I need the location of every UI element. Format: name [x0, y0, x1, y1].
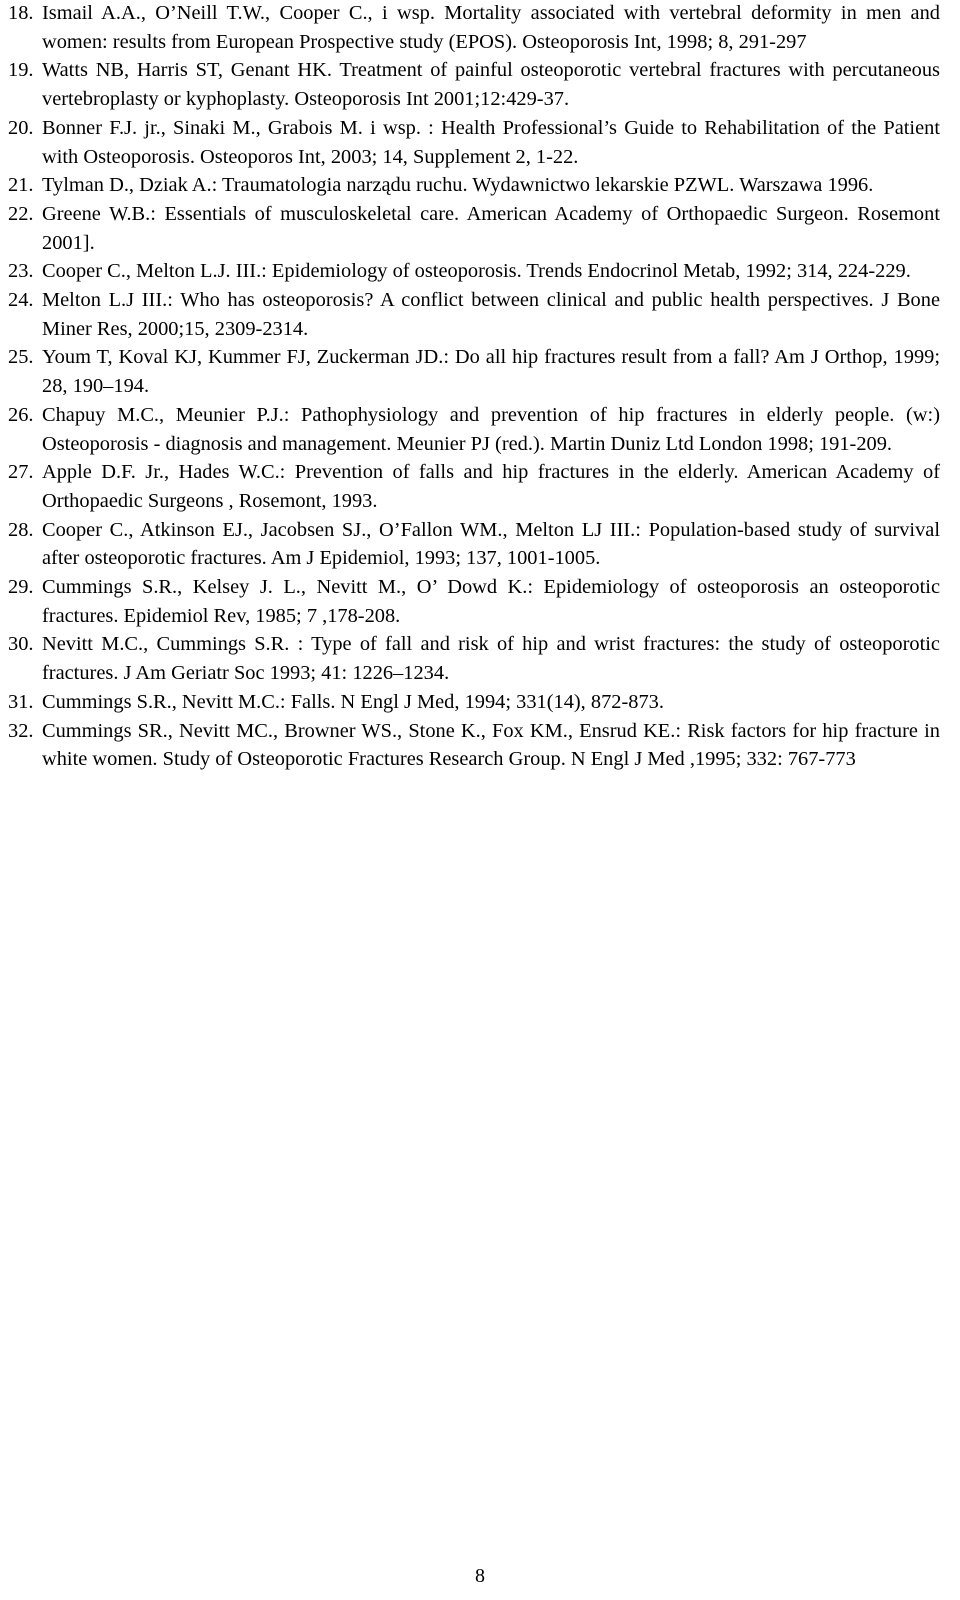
reference-number: 32.: [8, 719, 34, 742]
reference-number: 31.: [8, 690, 34, 713]
page-number: 8: [475, 1565, 485, 1587]
reference-number: 18.: [8, 2, 34, 24]
reference-number: 21.: [8, 174, 34, 197]
reference-text: Cummings SR., Nevitt MC., Browner WS., Stone K., Fox KM., Ensrud KE.: Risk factors for hip fracture in white women. Study of Osteoporotic Fractures Research Group. N Engl J Med ,1995; 332: 767-773: [42, 719, 940, 771]
reference-list: [8, 0, 940, 774]
reference-item: [8, 516, 940, 573]
reference-text: Chapuy M.C., Meunier P.J.: Pathophysiology and prevention of hip fractures in elderly people. (w:) Osteoporosis - diagnosis and management. Meunier PJ (red.). Martin Duniz Ltd London 1998; 191-209.: [42, 403, 940, 455]
reference-item: [8, 56, 940, 113]
reference-number: 29.: [8, 576, 34, 599]
reference-text: Cummings S.R., Kelsey J. L., Nevitt M., O’ Dowd K.: Epidemiology of osteoporosis an osteoporotic fractures. Epidemiol Rev, 1985; 7 ,178-208.: [42, 576, 940, 627]
reference-text: Greene W.B.: Essentials of musculoskeletal care. American Academy of Orthopaedic Surgeon. Rosemont 2001].: [42, 202, 940, 254]
reference-number: 26.: [8, 403, 34, 426]
reference-text: Cooper C., Melton L.J. III.: Epidemiology of osteoporosis. Trends Endocrinol Metab, 1992; 314, 224-229.: [42, 260, 911, 283]
reference-item: [8, 343, 940, 400]
reference-text: Apple D.F. Jr., Hades W.C.: Prevention of falls and hip fractures in the elderly. American Academy of Orthopaedic Surgeons , Rosemont, 1993.: [42, 461, 940, 512]
reference-item: [8, 257, 940, 286]
reference-item: [8, 458, 940, 515]
reference-item: [8, 286, 940, 343]
reference-item: [8, 171, 940, 200]
reference-text: Melton L.J III.: Who has osteoporosis? A conflict between clinical and public health perspectives. J Bone Miner Res, 2000;15, 2309-2314.: [42, 289, 940, 340]
reference-item: [8, 573, 940, 630]
reference-number: 30.: [8, 633, 34, 656]
reference-number: 23.: [8, 260, 34, 283]
reference-text: Tylman D., Dziak A.: Traumatologia narządu ruchu. Wydawnictwo lekarskie PZWL. Warszawa 1996.: [42, 174, 874, 197]
reference-text: Nevitt M.C., Cummings S.R. : Type of fall and risk of hip and wrist fractures: the study of osteoporotic fractures. J Am Geriatr Soc 1993; 41: 1226–1234.: [42, 633, 940, 685]
reference-item: [8, 688, 940, 717]
reference-number: 22.: [8, 202, 34, 225]
reference-item: [8, 630, 940, 687]
reference-number: 27.: [8, 461, 34, 484]
reference-number: 19.: [8, 59, 34, 82]
reference-text: Ismail A.A., O’Neill T.W., Cooper C., i wsp. Mortality associated with vertebral deformity in men and women: results from European Prospective study (EPOS). Osteoporosis Int, 1998; 8, 291-297: [42, 2, 940, 53]
reference-item: [8, 717, 940, 774]
reference-text: Watts NB, Harris ST, Genant HK. Treatment of painful osteoporotic vertebral fractures with percutaneous vertebroplasty or kyphoplasty. Osteoporosis Int 2001;12:429-37.: [42, 59, 940, 111]
reference-number: 20.: [8, 116, 34, 139]
reference-number: 25.: [8, 346, 34, 369]
reference-number: 24.: [8, 289, 34, 312]
reference-item: [8, 114, 940, 171]
reference-text: Bonner F.J. jr., Sinaki M., Grabois M. i wsp. : Health Professional’s Guide to Rehabilitation of the Patient with Osteoporosis. Osteoporos Int, 2003; 14, Supplement 2, 1-22.: [42, 116, 940, 168]
reference-item: [8, 0, 940, 56]
reference-text: Cooper C., Atkinson EJ., Jacobsen SJ., O’Fallon WM., Melton LJ III.: Population-based study of survival after osteoporotic fractures. Am J Epidemiol, 1993; 137, 1001-1005.: [42, 518, 940, 570]
reference-item: [8, 200, 940, 257]
reference-item: [8, 401, 940, 458]
reference-text: Cummings S.R., Nevitt M.C.: Falls. N Engl J Med, 1994; 331(14), 872-873.: [42, 690, 664, 713]
reference-number: 28.: [8, 518, 34, 541]
reference-text: Youm T, Koval KJ, Kummer FJ, Zuckerman JD.: Do all hip fractures result from a fall? Am J Orthop, 1999; 28, 190–194.: [42, 346, 940, 398]
